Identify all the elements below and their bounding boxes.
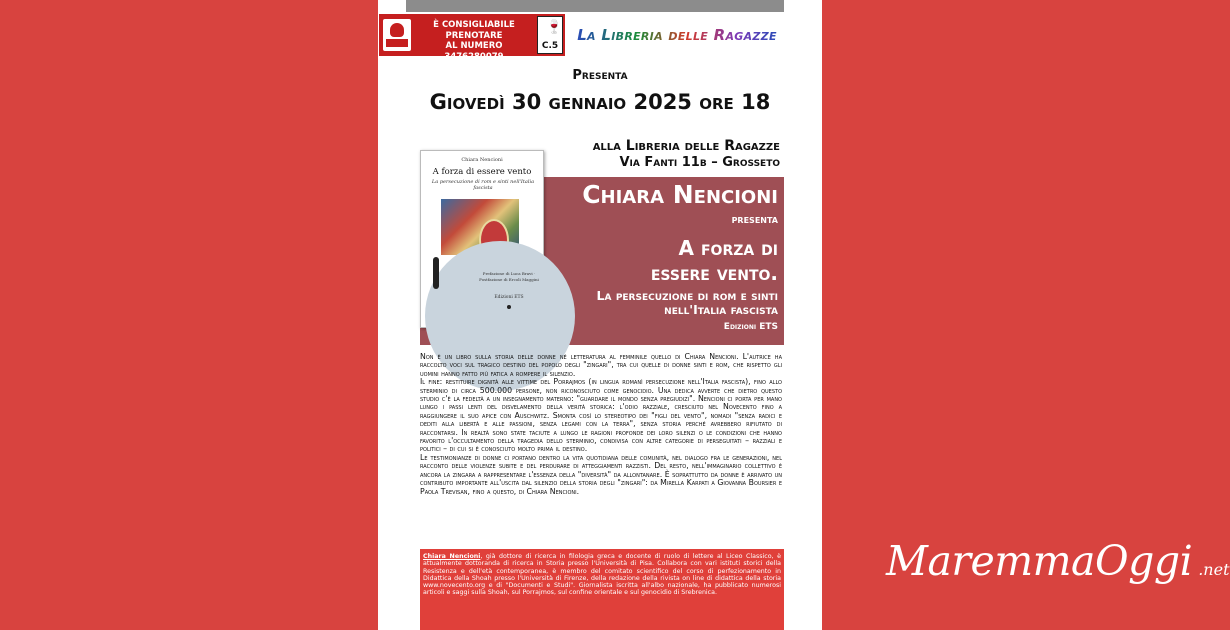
author-presenta: presenta [731,213,778,226]
book-title-line1: A forza di [678,236,778,260]
book-subtitle-line2: nell'Italia fascista [664,302,778,317]
book-cover-dot [507,305,511,309]
brand-tld: .net [1198,560,1230,579]
book-description [420,353,782,496]
bio-name: Chiara Nencioni [423,553,481,560]
book-cover-author: Chiara Nencioni [461,157,503,163]
booking-notice [415,20,533,62]
wine-glass-icon: 🍷 [546,20,563,35]
bookshop-logo [572,14,782,56]
booking-notice-card [379,14,565,62]
bookshop-logo-text: La Libreria delle Ragazze [577,26,777,44]
description-paragraph: Il fine: restituire dignità alle vittime del Porrajmos (in lingua romanì persecuzione nell'Italia fascista), fino allo sterminio di circa 500.000 persone, non riconosciuto come genocidio. Una dedica avverte che dietro questo studio c'è la fedeltà a un insegnamento materno: "guardare il mondo senza pregiudizi". Nencioni ci porta per mano lungo i passi lenti del disvelamento della verità storica: l'odio razziale, cresciuto nel Novecento fino a raggiungere il suo apice con Auschwitz. Smonta così lo stereotipo dei "figli del vento", nomadi "senza radici e dediti alla libertà e alle passioni, senza legami con la terra", senza storia perché avrebbero rifiutato di raccontarsi. In realtà sono state taciute a lungo le ragioni profonde dei loro silenzi o le condizioni che hanno favorito l'occultamento della tragedia dello sterminio, condivisa con altre categorie di perseguitati – razziali e politici – di cui si è conosciuto molto prima il destino. [420,377,782,454]
book-cover-subtitle: La persecuzione di rom e sinti nell'Italia fascista [431,179,535,191]
venue-address: Via Fanti 11b – Grosseto [619,155,780,170]
poster-top-bar [406,0,784,12]
glass-badge-label: C.5 [541,41,559,51]
book-cover-title: A forza di essere vento [432,167,532,177]
book-cover [420,150,544,328]
book-title-line2: essere vento. [650,261,778,285]
book-cover-preface: Prefazione di Luca Bravi · Postfazione di Ercoli Maggini [479,271,539,282]
publisher: Edizioni ETS [723,322,778,332]
glass-badge [537,16,563,54]
author-name: Chiara Nencioni [582,180,778,209]
bio-text: , già dottore di ricerca in filologia greca e docente di ruolo di lettere al Liceo Classico, è attualmente dottoranda di ricerca in Storia presso l'Università di Pisa. Collabora con vari istituti storici della Resistenza e dell'età contemporanea, è membro del comitato scientifico del corso di perfezionamento in Didattica della Shoah presso l'Università di Firenze, della redazione della rivista on line di didattica della storia www.novecento.org e di "Documenti e Studi". Giornalista iscritta all'albo nazionale, ha pubblicato numerosi articoli e saggi sulla Shoah, sul Porrajmos, sul confine orientale e sul genocidio di Srebrenica. [423,553,781,597]
church-logo-icon [383,19,411,51]
description-paragraph: Non è un libro sulla storia delle donne né letteratura al femminile quello di Chiara Nencioni. L'autrice ha raccolto voci sul tragico destino del popolo degli "zingari", tra cui quelle di donne sinti e rom, che rispetto gli uomini hanno fatto più fatica a rompere il silenzio. [420,352,782,378]
brand-name: MaremmaOggi [886,537,1193,585]
venue-name: alla Libreria delle Ragazze [592,138,780,154]
description-paragraph: Le testimonianze di donne ci portano dentro la vita quotidiana delle comunità, nel dialogo fra le generazioni, nel racconto delle violenze subite e del perdurare di atteggiamenti razzisti. Del resto, nell'immaginario collettivo è ancora la zingara a rappresentare l'essenza della "diversità" da allontanare. È soprattutto da donne è arrivato un contributo importante all'uscita dal silenzio della storia degli "zingari": da Mirella Karpati a Giovanna Boursier e Paola Trevisan, fino a questo, di Chiara Nencioni. [420,452,782,496]
event-date: Giovedì 30 gennaio 2025 ore 18 [429,90,771,114]
presenta-heading: Presenta [572,68,628,83]
book-cover-figure [433,257,439,289]
booking-notice-phone: AL NUMERO 3476280079 [444,41,504,62]
book-cover-publisher: Edizioni ETS [494,295,524,300]
booking-notice-line1: È CONSIGLIABILE PRENOTARE [433,20,515,41]
author-bio [420,549,784,630]
site-brand[interactable] [886,537,1230,607]
book-subtitle-line1: La persecuzione di rom e sinti [596,288,778,303]
